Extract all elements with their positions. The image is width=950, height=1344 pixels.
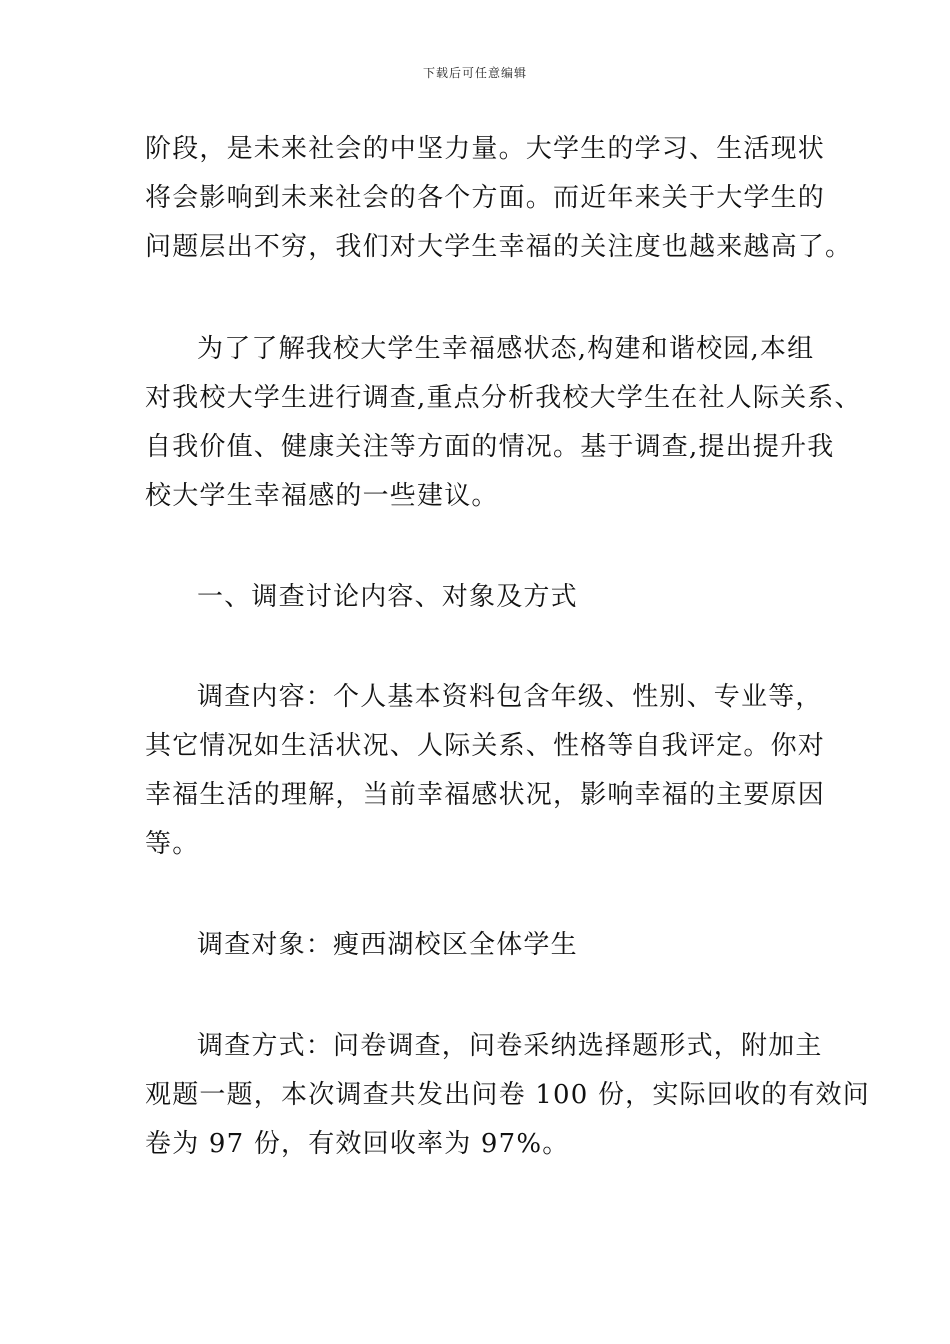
paragraph-line: 调查方式：问卷调查，问卷采纳选择题形式，附加主 [197, 1031, 823, 1061]
paragraph-line: 问题层出不穷，我们对大学生幸福的关注度也越来越高了。 [145, 232, 853, 262]
paragraph-line: 阶段，是未来社会的中坚力量。大学生的学习、生活现状 [145, 134, 826, 164]
paragraph-line: 调查内容：个人基本资料包含年级、性别、专业等， [197, 682, 823, 712]
paragraph-line: 观题一题，本次调查共发出问卷 100 份，实际回收的有效问 [145, 1080, 870, 1110]
paragraph-line: 卷为 97 份，有效回收率为 97%。 [145, 1129, 570, 1159]
paragraph-line: 将会影响到未来社会的各个方面。而近年来关于大学生的 [145, 183, 826, 213]
paragraph-line: 调查对象：瘦西湖校区全体学生 [197, 930, 578, 960]
section-heading: 一、调查讨论内容、对象及方式 [197, 582, 578, 612]
paragraph-line: 幸福生活的理解，当前幸福感状况，影响幸福的主要原因 [145, 780, 826, 810]
paragraph-line: 对我校大学生进行调查,重点分析我校大学生在社人际关系、 [145, 383, 862, 413]
paragraph-line: 自我价值、健康关注等方面的情况。基于调查,提出提升我 [145, 432, 835, 462]
page-header: 下载后可任意编辑 [422, 66, 527, 80]
paragraph-line: 其它情况如生活状况、人际关系、性格等自我评定。你对 [145, 731, 826, 761]
paragraph-line: 为了了解我校大学生幸福感状态,构建和谐校园,本组 [197, 334, 815, 364]
paragraph-line: 校大学生幸福感的一些建议。 [145, 481, 499, 511]
paragraph-line: 等。 [145, 829, 200, 859]
